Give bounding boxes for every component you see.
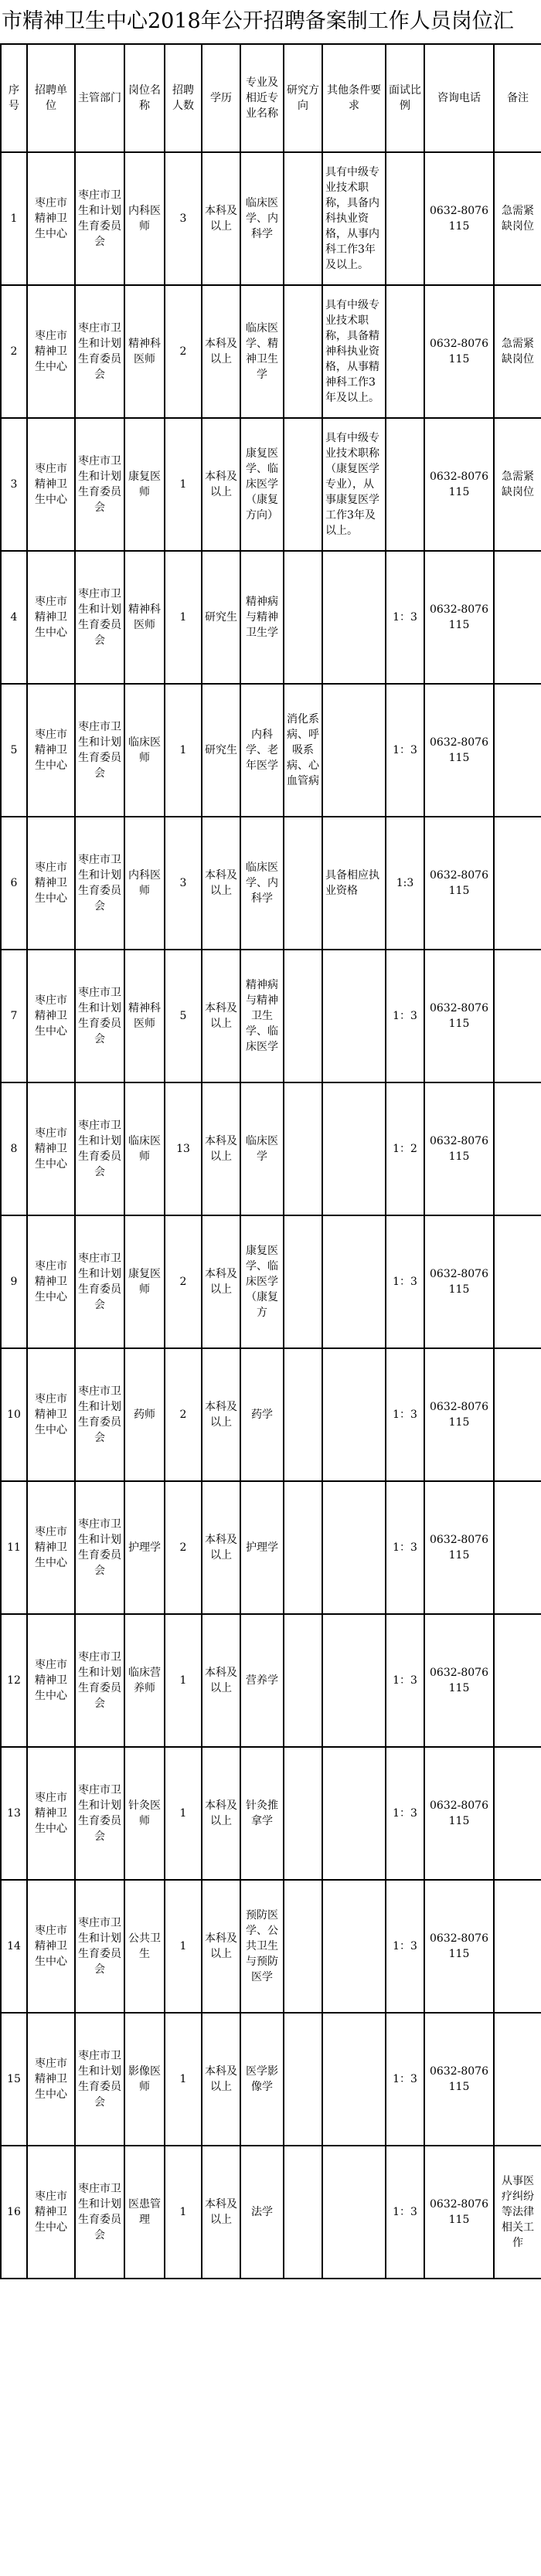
cell-ratio: 1：3 [386, 1880, 424, 2013]
cell-post: 精神科医师 [124, 285, 165, 418]
cell-no: 11 [1, 1481, 27, 1614]
cell-major: 医学影像学 [240, 2013, 284, 2146]
cell-unit: 枣庄市精神卫生中心 [27, 418, 75, 551]
cell-no: 10 [1, 1348, 27, 1481]
cell-dept: 枣庄市卫生和计划生育委员会 [75, 1481, 124, 1614]
cell-phone: 0632-8076115 [424, 684, 494, 817]
cell-count: 1 [165, 1614, 202, 1747]
cell-note [494, 1614, 541, 1747]
cell-phone: 0632-8076115 [424, 1348, 494, 1481]
cell-edu: 本科及以上 [202, 285, 240, 418]
cell-edu: 研究生 [202, 551, 240, 684]
cell-research [284, 418, 322, 551]
cell-phone: 0632-8076115 [424, 817, 494, 950]
cell-unit: 枣庄市精神卫生中心 [27, 1481, 75, 1614]
col-header: 研究方向 [284, 44, 322, 152]
cell-note [494, 1747, 541, 1880]
cell-requirements [322, 684, 386, 817]
cell-research [284, 950, 322, 1082]
cell-research [284, 1747, 322, 1880]
cell-requirements: 具有中级专业技术职称，具备内科执业资格，从事内科工作3年及以上。 [322, 152, 386, 285]
col-header: 招聘单位 [27, 44, 75, 152]
cell-post: 临床营养师 [124, 1614, 165, 1747]
cell-major: 临床医学、精神卫生学 [240, 285, 284, 418]
cell-note: 从事医疗纠纷等法律相关工作 [494, 2146, 541, 2279]
cell-unit: 枣庄市精神卫生中心 [27, 1747, 75, 1880]
cell-dept: 枣庄市卫生和计划生育委员会 [75, 285, 124, 418]
cell-dept: 枣庄市卫生和计划生育委员会 [75, 1215, 124, 1348]
cell-ratio: 1：3 [386, 1215, 424, 1348]
cell-ratio [386, 152, 424, 285]
cell-count: 1 [165, 684, 202, 817]
cell-count: 5 [165, 950, 202, 1082]
cell-dept: 枣庄市卫生和计划生育委员会 [75, 2013, 124, 2146]
cell-post: 针灸医师 [124, 1747, 165, 1880]
cell-note [494, 950, 541, 1082]
col-header: 主管部门 [75, 44, 124, 152]
cell-post: 药师 [124, 1348, 165, 1481]
cell-phone: 0632-8076115 [424, 1215, 494, 1348]
col-header: 招聘人数 [165, 44, 202, 152]
cell-research [284, 1481, 322, 1614]
cell-no: 5 [1, 684, 27, 817]
cell-requirements [322, 1614, 386, 1747]
cell-dept: 枣庄市卫生和计划生育委员会 [75, 684, 124, 817]
cell-dept: 枣庄市卫生和计划生育委员会 [75, 2146, 124, 2279]
cell-count: 1 [165, 551, 202, 684]
cell-edu: 本科及以上 [202, 1747, 240, 1880]
table-row [1, 950, 541, 1082]
cell-research [284, 551, 322, 684]
cell-unit: 枣庄市精神卫生中心 [27, 1880, 75, 2013]
cell-edu: 本科及以上 [202, 418, 240, 551]
cell-requirements: 具有中级专业技术职称，具备精神科执业资格，从事精神科工作3年及以上。 [322, 285, 386, 418]
cell-unit: 枣庄市精神卫生中心 [27, 152, 75, 285]
cell-note [494, 684, 541, 817]
cell-research [284, 1082, 322, 1215]
cell-post: 临床医师 [124, 684, 165, 817]
table-row [1, 1348, 541, 1481]
cell-ratio: 1：3 [386, 1348, 424, 1481]
cell-note [494, 1215, 541, 1348]
cell-no: 7 [1, 950, 27, 1082]
cell-count: 2 [165, 1348, 202, 1481]
cell-edu: 本科及以上 [202, 2146, 240, 2279]
cell-requirements [322, 2146, 386, 2279]
cell-dept: 枣庄市卫生和计划生育委员会 [75, 1614, 124, 1747]
cell-note [494, 551, 541, 684]
cell-edu: 本科及以上 [202, 2013, 240, 2146]
positions-table [0, 43, 541, 2279]
col-header: 面试比例 [386, 44, 424, 152]
cell-count: 2 [165, 1481, 202, 1614]
cell-note [494, 1348, 541, 1481]
cell-dept: 枣庄市卫生和计划生育委员会 [75, 418, 124, 551]
cell-post: 康复医师 [124, 418, 165, 551]
cell-no: 13 [1, 1747, 27, 1880]
cell-count: 3 [165, 817, 202, 950]
col-header: 专业及相近专业名称 [240, 44, 284, 152]
cell-major: 药学 [240, 1348, 284, 1481]
cell-requirements [322, 950, 386, 1082]
cell-ratio: 1：3 [386, 1614, 424, 1747]
cell-count: 13 [165, 1082, 202, 1215]
cell-unit: 枣庄市精神卫生中心 [27, 2013, 75, 2146]
cell-count: 1 [165, 418, 202, 551]
cell-major: 法学 [240, 2146, 284, 2279]
cell-post: 临床医师 [124, 1082, 165, 1215]
cell-post: 内科医师 [124, 152, 165, 285]
cell-phone: 0632-8076115 [424, 551, 494, 684]
cell-unit: 枣庄市精神卫生中心 [27, 1215, 75, 1348]
cell-note [494, 2013, 541, 2146]
cell-count: 1 [165, 2146, 202, 2279]
cell-post: 护理学 [124, 1481, 165, 1614]
cell-post: 康复医师 [124, 1215, 165, 1348]
cell-phone: 0632-8076115 [424, 285, 494, 418]
table-row [1, 1481, 541, 1614]
cell-phone: 0632-8076115 [424, 2013, 494, 2146]
cell-no: 2 [1, 285, 27, 418]
cell-requirements [322, 2013, 386, 2146]
cell-research [284, 152, 322, 285]
cell-major: 营养学 [240, 1614, 284, 1747]
cell-count: 2 [165, 285, 202, 418]
cell-ratio [386, 418, 424, 551]
cell-phone: 0632-8076115 [424, 418, 494, 551]
cell-note: 急需紧缺岗位 [494, 285, 541, 418]
cell-edu: 本科及以上 [202, 1614, 240, 1747]
col-header: 序号 [1, 44, 27, 152]
cell-phone: 0632-8076115 [424, 1747, 494, 1880]
cell-major: 临床医学、内科学 [240, 152, 284, 285]
cell-phone: 0632-8076115 [424, 1614, 494, 1747]
cell-major: 护理学 [240, 1481, 284, 1614]
cell-phone: 0632-8076115 [424, 1082, 494, 1215]
table-row [1, 684, 541, 817]
cell-major: 内科学、老年医学 [240, 684, 284, 817]
cell-major: 针灸推拿学 [240, 1747, 284, 1880]
cell-ratio: 1：3 [386, 684, 424, 817]
cell-requirements [322, 1082, 386, 1215]
cell-edu: 本科及以上 [202, 1082, 240, 1215]
cell-no: 9 [1, 1215, 27, 1348]
table-row [1, 2013, 541, 2146]
cell-unit: 枣庄市精神卫生中心 [27, 551, 75, 684]
cell-ratio: 1：3 [386, 1481, 424, 1614]
table-row [1, 551, 541, 684]
table-row [1, 1215, 541, 1348]
cell-count: 3 [165, 152, 202, 285]
cell-requirements [322, 1747, 386, 1880]
cell-dept: 枣庄市卫生和计划生育委员会 [75, 950, 124, 1082]
cell-major: 康复医学、临床医学（康复方向） [240, 418, 284, 551]
cell-post: 内科医师 [124, 817, 165, 950]
cell-requirements: 具有中级专业技术职称（康复医学专业），从事康复医学工作3年及以上。 [322, 418, 386, 551]
cell-major: 临床医学 [240, 1082, 284, 1215]
cell-edu: 本科及以上 [202, 1481, 240, 1614]
cell-major: 精神病与精神卫生学 [240, 551, 284, 684]
cell-ratio [386, 285, 424, 418]
cell-unit: 枣庄市精神卫生中心 [27, 1614, 75, 1747]
cell-post: 医患管理 [124, 2146, 165, 2279]
cell-count: 1 [165, 2013, 202, 2146]
cell-unit: 枣庄市精神卫生中心 [27, 1348, 75, 1481]
cell-requirements [322, 1880, 386, 2013]
cell-phone: 0632-8076115 [424, 950, 494, 1082]
cell-edu: 本科及以上 [202, 152, 240, 285]
cell-dept: 枣庄市卫生和计划生育委员会 [75, 1082, 124, 1215]
cell-ratio: 1:3 [386, 817, 424, 950]
col-header: 咨询电话 [424, 44, 494, 152]
cell-requirements [322, 1481, 386, 1614]
cell-note [494, 1082, 541, 1215]
cell-major: 临床医学、内科学 [240, 817, 284, 950]
table-row [1, 2146, 541, 2279]
cell-edu: 本科及以上 [202, 817, 240, 950]
table-row [1, 285, 541, 418]
cell-dept: 枣庄市卫生和计划生育委员会 [75, 1348, 124, 1481]
cell-requirements [322, 1348, 386, 1481]
cell-ratio: 1：3 [386, 1747, 424, 1880]
cell-note [494, 1481, 541, 1614]
cell-unit: 枣庄市精神卫生中心 [27, 2146, 75, 2279]
cell-phone: 0632-8076115 [424, 1481, 494, 1614]
cell-post: 影像医师 [124, 2013, 165, 2146]
cell-research [284, 1348, 322, 1481]
cell-dept: 枣庄市卫生和计划生育委员会 [75, 1747, 124, 1880]
table-row [1, 152, 541, 285]
cell-ratio: 1：3 [386, 2013, 424, 2146]
cell-requirements [322, 551, 386, 684]
cell-ratio: 1：3 [386, 950, 424, 1082]
col-header: 其他条件要求 [322, 44, 386, 152]
table-row [1, 1082, 541, 1215]
cell-count: 2 [165, 1215, 202, 1348]
cell-unit: 枣庄市精神卫生中心 [27, 950, 75, 1082]
table-row [1, 418, 541, 551]
cell-research [284, 1880, 322, 2013]
cell-no: 1 [1, 152, 27, 285]
cell-unit: 枣庄市精神卫生中心 [27, 1082, 75, 1215]
cell-count: 1 [165, 1880, 202, 2013]
cell-no: 6 [1, 817, 27, 950]
cell-major: 康复医学、临床医学（康复方 [240, 1215, 284, 1348]
cell-major: 精神病与精神卫生学、临床医学 [240, 950, 284, 1082]
cell-note: 急需紧缺岗位 [494, 152, 541, 285]
cell-count: 1 [165, 1747, 202, 1880]
page-title: 市精神卫生中心2018年公开招聘备案制工作人员岗位汇 [2, 9, 514, 33]
cell-no: 16 [1, 2146, 27, 2279]
table-row [1, 1880, 541, 2013]
col-header: 学历 [202, 44, 240, 152]
table-row [1, 1614, 541, 1747]
cell-research [284, 2013, 322, 2146]
cell-unit: 枣庄市精神卫生中心 [27, 285, 75, 418]
cell-ratio: 1：3 [386, 551, 424, 684]
cell-edu: 本科及以上 [202, 1215, 240, 1348]
cell-note [494, 817, 541, 950]
cell-no: 8 [1, 1082, 27, 1215]
cell-dept: 枣庄市卫生和计划生育委员会 [75, 817, 124, 950]
cell-no: 4 [1, 551, 27, 684]
cell-unit: 枣庄市精神卫生中心 [27, 684, 75, 817]
col-header: 备注 [494, 44, 541, 152]
cell-ratio: 1：3 [386, 2146, 424, 2279]
cell-unit: 枣庄市精神卫生中心 [27, 817, 75, 950]
cell-phone: 0632-8076115 [424, 2146, 494, 2279]
cell-no: 12 [1, 1614, 27, 1747]
cell-post: 精神科医师 [124, 950, 165, 1082]
cell-dept: 枣庄市卫生和计划生育委员会 [75, 551, 124, 684]
cell-requirements [322, 1215, 386, 1348]
cell-research [284, 817, 322, 950]
cell-dept: 枣庄市卫生和计划生育委员会 [75, 1880, 124, 2013]
col-header: 岗位名称 [124, 44, 165, 152]
cell-edu: 本科及以上 [202, 1348, 240, 1481]
cell-post: 精神科医师 [124, 551, 165, 684]
cell-major: 预防医学、公共卫生与预防医学 [240, 1880, 284, 2013]
cell-edu: 本科及以上 [202, 950, 240, 1082]
cell-research [284, 2146, 322, 2279]
cell-research [284, 1215, 322, 1348]
cell-no: 14 [1, 1880, 27, 2013]
cell-no: 15 [1, 2013, 27, 2146]
header-row [1, 44, 541, 152]
cell-note: 急需紧缺岗位 [494, 418, 541, 551]
cell-dept: 枣庄市卫生和计划生育委员会 [75, 152, 124, 285]
table-row [1, 817, 541, 950]
cell-ratio: 1：2 [386, 1082, 424, 1215]
cell-post: 公共卫生 [124, 1880, 165, 2013]
cell-research [284, 1614, 322, 1747]
cell-note [494, 1880, 541, 2013]
cell-edu: 本科及以上 [202, 1880, 240, 2013]
cell-phone: 0632-8076115 [424, 152, 494, 285]
cell-no: 3 [1, 418, 27, 551]
cell-edu: 研究生 [202, 684, 240, 817]
cell-research [284, 285, 322, 418]
table-row [1, 1747, 541, 1880]
cell-phone: 0632-8076115 [424, 1880, 494, 2013]
cell-requirements: 具备相应执业资格 [322, 817, 386, 950]
cell-research: 消化系病、呼吸系病、心血管病 [284, 684, 322, 817]
